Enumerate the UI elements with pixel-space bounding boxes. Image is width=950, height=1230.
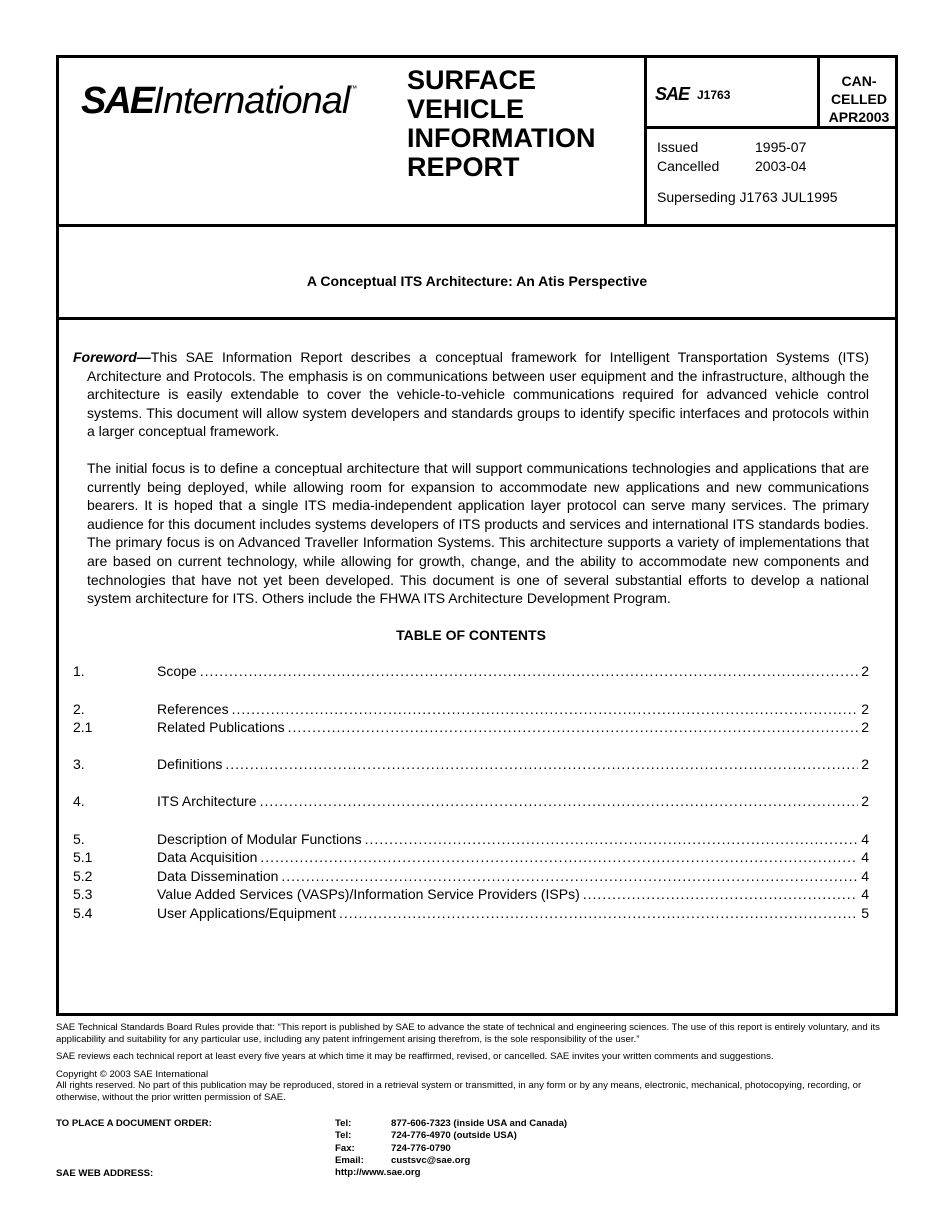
footer-copyright: Copyright © 2003 SAE International [56,1068,209,1080]
toc-entry[interactable] [73,700,869,719]
contact-row [335,1143,567,1155]
footer-notes [56,1022,896,1109]
document-dates [657,138,838,207]
contact-key: Tel: [335,1118,352,1129]
toc-entry[interactable] [73,792,869,811]
header [59,58,895,227]
footer-rights: All rights reserved. No part of this publication may be reproduced, stored in a retrieval system or transmitted, in any form or by any means, electronic, mechanical, photocopying, recording, or otherwise, without the prior written permission of SAE. [56,1080,862,1103]
footer-rules: SAE Technical Standards Board Rules provide that: “This report is published by SAE to advance the state of technical and engineering sciences. The use of this report is entirely voluntary, and its applicability and suitability for any particular use, including any patent infringement arising therefrom, is the sole responsibility of the user.” [56,1022,880,1045]
web-address-link[interactable]: http://www.sae.org [335,1167,421,1179]
header-info-panel [644,58,898,224]
toc-entry[interactable] [73,662,869,681]
toc-label: ITS Architecture [157,793,257,810]
logo-sae-text: SAE [81,80,154,122]
superseding-text: Superseding J1763 JUL1995 [657,189,838,205]
document-type [407,66,595,182]
contact-key: Email: [335,1154,364,1166]
document-number: J1763 [697,88,731,102]
cancelled-value: 2003-04 [755,158,807,174]
toc-label: Scope [157,663,197,680]
status-line: CAN- [841,73,877,89]
doc-type-line: INFORMATION [407,123,596,153]
foreword-label: Foreword— [73,349,151,365]
contact-row [335,1118,567,1130]
order-label: TO PLACE A DOCUMENT ORDER: [56,1118,212,1129]
contact-value: 724-776-0790 [391,1142,451,1154]
toc-leader [200,662,859,681]
toc-number: 3. [73,756,85,773]
document-frame [56,55,898,1016]
doc-type-line: REPORT [407,152,520,182]
toc-page: 4 [861,830,869,847]
toc-entry[interactable] [73,904,869,923]
issued-label: Issued [657,139,699,155]
toc-leader [232,700,859,719]
toc-number: 5.1 [73,849,93,866]
toc-page: 2 [861,719,869,736]
toc-label: Data Acquisition [157,849,258,866]
contact-value: 877-606-7323 (inside USA and Canada) [391,1118,568,1129]
foreword-text: This SAE Information Report describes a conceptual framework for Intelligent Transportation Systems (ITS) Architecture and Protocols. The emphasis is on communications between user equipment and the infrastructure, although the architecture is easily extendable to cover the vehicle-to-vehicle communications required for advanced vehicle control systems. This document will allow system developers and standards groups to identify specific interfaces and protocols within a larger conceptual framework. [87,349,869,440]
doc-number-cell [647,58,898,129]
toc-page: 4 [861,849,869,866]
toc-number: 1. [73,663,85,680]
toc-number: 5.3 [73,886,93,903]
toc-leader [260,848,858,867]
document-title: A Conceptual ITS Architecture: An Atis Perspective [306,273,648,289]
toc-page: 4 [861,867,869,884]
footer-review: SAE reviews each technical report at least every five years at which time it may be reaffirmed, revised, or cancelled. SAE invites your written comments and suggestions. [56,1051,774,1062]
toc-page: 2 [861,756,869,773]
toc-entry[interactable] [73,885,869,904]
toc-label: Definitions [157,756,223,773]
toc-leader [288,718,859,737]
toc-entry[interactable] [73,718,869,737]
toc-leader [281,867,858,886]
toc-number: 5.4 [73,905,93,922]
contact-list [335,1118,567,1179]
doc-type-line: SURFACE [407,65,537,95]
toc-label: Related Publications [157,719,285,736]
status-line: APR2003 [828,109,890,125]
toc-label: Description of Modular Functions [157,830,362,847]
sae-international-logo [81,80,357,130]
toc-number: 5. [73,830,85,847]
contact-value: 724-776-4970 (outside USA) [391,1130,517,1142]
table-of-contents [73,662,869,922]
toc-page: 2 [861,663,869,680]
logo-international-text: International [153,80,350,122]
toc-entry[interactable] [73,867,869,886]
toc-number: 2.1 [73,719,93,736]
toc-number: 5.2 [73,867,93,884]
toc-leader [583,885,858,904]
toc-leader [225,755,858,774]
contact-key: Fax: [335,1142,355,1154]
issued-value: 1995-07 [755,139,807,155]
status-line: CELLED [831,91,887,107]
toc-page: 4 [861,886,869,903]
title-section [59,227,895,320]
toc-label: Value Added Services (VASPs)/Information Service Providers (ISPs) [157,886,580,903]
email-link[interactable]: custsvc@sae.org [391,1154,471,1166]
toc-title: TABLE OF CONTENTS [396,626,546,643]
foreword-paragraph [73,348,869,441]
toc-entry[interactable] [73,830,869,849]
doc-type-line: VEHICLE [407,94,525,124]
toc-entry[interactable] [73,848,869,867]
toc-number: 2. [73,700,85,717]
toc-number: 4. [73,793,85,810]
contact-row [335,1130,567,1142]
toc-label: User Applications/Equipment [157,905,336,922]
logo-trademark: ™ [349,84,358,93]
toc-entry[interactable] [73,755,869,774]
toc-label: Data Dissemination [157,867,279,884]
toc-page: 2 [861,793,869,810]
toc-leader [365,830,859,849]
contact-row[interactable] [335,1155,567,1167]
cancelled-label: Cancelled [657,158,720,174]
toc-leader [260,792,859,811]
web-address-label: SAE WEB ADDRESS: [56,1168,154,1179]
toc-page: 5 [861,905,869,922]
sae-small-logo: SAE [655,84,690,104]
toc-leader [339,904,858,923]
foreword-paragraph-2: The initial focus is to define a conceptual architecture that will support communications technologies and applications that are currently being deployed, while allowing room for expansion to accommodate new applications and new communications bearers. It is hoped that a single ITS media-independent application layer protocol can serve many services. The primary audience for this document includes systems developers of ITS products and services and international ITS standards bodies. The primary focus is on Advanced Traveller Information Systems. This architecture supports a variety of implementations that are based on current technology, while allowing for growth, change, and the ability to accommodate new components and technologies that have not yet been developed. This document is one of several substantial efforts to develop a national system architecture for ITS. Others include the FHWA ITS Architecture Development Program. [87,459,869,607]
document-body [73,348,869,923]
contact-key: Tel: [335,1130,352,1142]
toc-page: 2 [861,700,869,717]
status-box [817,58,898,126]
toc-label: References [157,700,229,717]
